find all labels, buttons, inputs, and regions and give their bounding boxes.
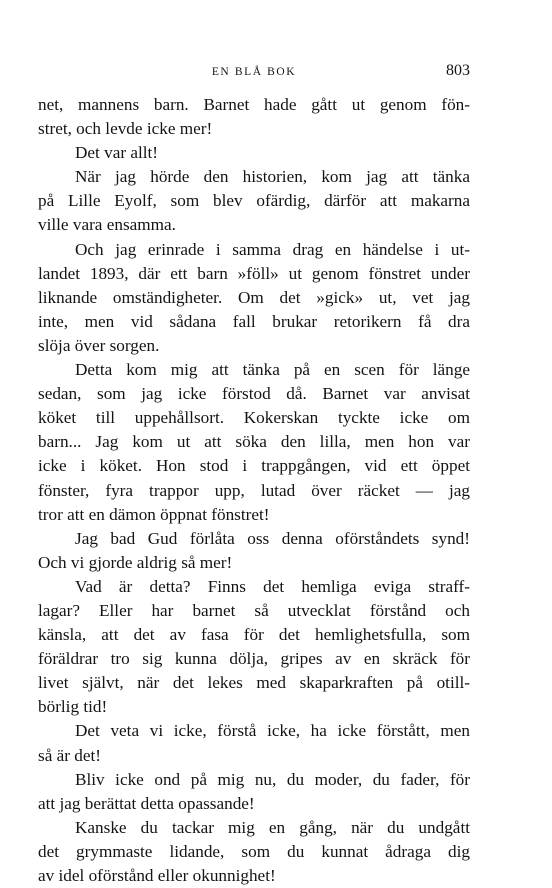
body-text: [38, 93, 470, 888]
text-line: känsla, att det av fasa för det hemlighetsfulla, som: [38, 625, 470, 645]
text-line: landet 1893, där ett barn »föll» ut genom fönstret under: [38, 263, 470, 283]
text-line: att jag berättat detta opassande!: [38, 793, 255, 813]
text-line: Det veta vi icke, förstå icke, ha icke förstått, men: [75, 721, 470, 741]
text-line: Jag bad Gud förlåta oss denna oförståndets synd!: [75, 528, 470, 548]
text-line: ville vara ensamma.: [38, 215, 176, 235]
text-line: barn... Jag kom ut att söka den lilla, men hon var: [38, 432, 470, 452]
text-line: köket till uppehållsort. Kokerskan tyckte icke om: [38, 408, 470, 428]
text-line: Och jag erinrade i samma drag en händelse i ut-: [75, 239, 470, 259]
running-title: EN BLÅ BOK: [211, 66, 297, 78]
text-line: Det var allt!: [75, 143, 159, 163]
text-line: Kanske du tackar mig en gång, när du undgått: [75, 817, 470, 837]
text-line: börlig tid!: [38, 697, 108, 717]
text-line: stret, och levde icke mer!: [38, 119, 213, 139]
text-line: det grymmaste lidande, som du kunnat ådraga dig: [38, 841, 470, 861]
text-line: fönster, fyra trappor upp, lutad över räcket — jag: [38, 480, 470, 500]
text-line: Vad är detta? Finns det hemliga eviga straff-: [75, 576, 470, 596]
text-line: Och vi gjorde aldrig så mer!: [38, 552, 233, 572]
text-line: så är det!: [38, 745, 101, 765]
text-line: på Lille Eyolf, som blev ofärdig, därför att makarna: [38, 191, 470, 211]
text-line: av idel oförstånd eller okunnighet!: [38, 866, 276, 885]
text-line: slöja över sorgen.: [38, 335, 160, 355]
text-line: net, mannens barn. Barnet hade gått ut genom fön-: [38, 95, 470, 114]
text-line: När jag hörde den historien, kom jag att tänka: [75, 167, 470, 187]
text-line: tror att en dämon öppnat fönstret!: [38, 504, 270, 524]
text-line: sedan, som jag icke förstod då. Barnet var anvisat: [38, 384, 470, 404]
text-line: lagar? Eller har barnet så utvecklat förstånd och: [38, 600, 470, 620]
page-header: [38, 62, 470, 82]
text-line: inte, men vid sådana fall brukar retorikern få dra: [38, 311, 470, 331]
page-number: 803: [446, 62, 470, 79]
text-line: föräldrar tro sig kunna dölja, gripes av en skräck för: [38, 649, 470, 669]
text-line: Bliv icke ond på mig nu, du moder, du fader, för: [75, 769, 470, 789]
text-line: livet självt, när det lekes med skaparkraften på otill-: [38, 673, 470, 693]
text-line: icke i köket. Hon stod i trappgången, vid ett öppet: [38, 456, 470, 476]
text-line: liknande omständigheter. Om det »gick» ut, vet jag: [38, 287, 470, 307]
text-line: Detta kom mig att tänka på en scen för länge: [75, 360, 470, 380]
